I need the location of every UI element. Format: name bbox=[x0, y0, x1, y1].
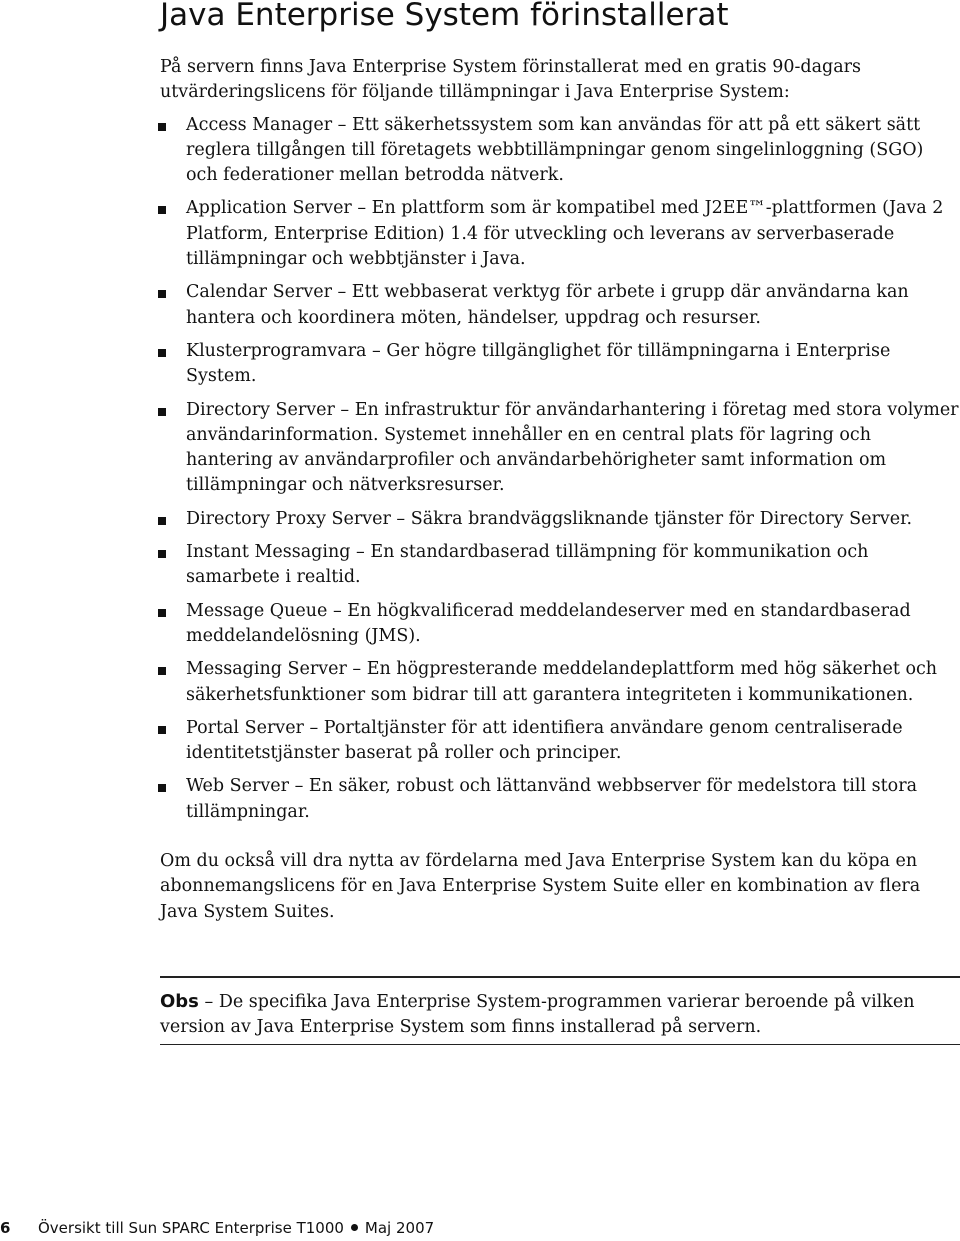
page-number: 6 bbox=[0, 1219, 11, 1237]
page-title: Java Enterprise System förinstallerat bbox=[160, 0, 729, 33]
main-content bbox=[160, 55, 960, 925]
bullet-dot-icon bbox=[351, 1224, 358, 1231]
list-item-text: Messaging Server – En högpresterande meddelandeplattform med hög säkerhet och säkerhetsfunktioner som bidrar till att garantera integriteten i kommunikationen. bbox=[186, 659, 938, 705]
footer-running-title bbox=[38, 1218, 434, 1238]
square-bullet-icon bbox=[158, 609, 166, 617]
list-item bbox=[160, 280, 960, 331]
list-item bbox=[160, 507, 960, 532]
square-bullet-icon bbox=[158, 517, 166, 525]
list-item bbox=[160, 716, 960, 767]
note-separator: – bbox=[204, 992, 214, 1012]
square-bullet-icon bbox=[158, 550, 166, 558]
footer-date: Maj 2007 bbox=[364, 1219, 435, 1237]
list-item-text: Access Manager – Ett säkerhetssystem som kan användas för att på ett säkert sätt reglera tillgången till företagets webbtillämpningar genom singelinloggning (SGO) och federationer mellan betrodda nätverk. bbox=[186, 114, 924, 186]
application-list bbox=[160, 113, 960, 825]
square-bullet-icon bbox=[158, 123, 166, 131]
intro-paragraph: På servern finns Java Enterprise System förinstallerat med en gratis 90-dagars utvärderingslicens för följande tillämpningar i Java Enterprise System: bbox=[160, 57, 861, 103]
list-item bbox=[160, 398, 960, 499]
list-item bbox=[160, 339, 960, 390]
list-item bbox=[160, 540, 960, 591]
list-item-text: Web Server – En säker, robust och lättanvänd webbserver för medelstora till stora tillämpningar. bbox=[186, 776, 918, 822]
list-item bbox=[160, 599, 960, 650]
note-text: De specifika Java Enterprise System-programmen varierar beroende på vilken version av Java Enterprise System som finns installerad på servern. bbox=[160, 992, 915, 1038]
list-item bbox=[160, 657, 960, 708]
square-bullet-icon bbox=[158, 206, 166, 214]
note-box bbox=[160, 976, 960, 1045]
list-item-text: Directory Server – En infrastruktur för användarhantering i företag med stora volymer användarinformation. Systemet innehåller en en central plats för lagring och hantering av användarprofiler och användarbehörigheter samt information om tillämpningar och nätverksresurser. bbox=[186, 399, 959, 496]
square-bullet-icon bbox=[158, 349, 166, 357]
square-bullet-icon bbox=[158, 784, 166, 792]
square-bullet-icon bbox=[158, 408, 166, 416]
square-bullet-icon bbox=[158, 726, 166, 734]
outro-paragraph: Om du också vill dra nytta av fördelarna med Java Enterprise System kan du köpa en abonnemangslicens för en Java Enterprise System Suite eller en kombination av flera Java System Suites. bbox=[160, 851, 921, 922]
square-bullet-icon bbox=[158, 667, 166, 675]
footer-book-title: Översikt till Sun SPARC Enterprise T1000 bbox=[38, 1219, 344, 1237]
list-item-text: Directory Proxy Server – Säkra brandväggsliknande tjänster för Directory Server. bbox=[186, 508, 913, 529]
list-item-text: Klusterprogramvara – Ger högre tillgänglighet för tillämpningarna i Enterprise System. bbox=[186, 340, 891, 387]
square-bullet-icon bbox=[158, 290, 166, 298]
list-item bbox=[160, 196, 960, 272]
note-label: Obs bbox=[160, 991, 199, 1012]
list-item bbox=[160, 774, 960, 825]
list-item-text: Application Server – En plattform som är kompatibel med J2EE™-plattformen (Java 2 Platform, Enterprise Edition) 1.4 för utveckling och leverans av serverbaserade tillämpningar och webbtjänster i Java. bbox=[186, 198, 944, 270]
list-item bbox=[160, 113, 960, 189]
list-item-text: Calendar Server – Ett webbaserat verktyg för arbete i grupp där användarna kan hantera och koordinera möten, händelser, uppdrag och resurser. bbox=[186, 282, 909, 328]
list-item-text: Portal Server – Portaltjänster för att identifiera användare genom centraliserade identitetstjänster baserat på roller och principer. bbox=[186, 717, 903, 764]
list-item-text: Message Queue – En högkvalificerad meddelandeserver med en standardbaserad meddelandelösning (JMS). bbox=[186, 600, 911, 646]
list-item-text: Instant Messaging – En standardbaserad tillämpning för kommunikation och samarbete i realtid. bbox=[186, 542, 869, 588]
